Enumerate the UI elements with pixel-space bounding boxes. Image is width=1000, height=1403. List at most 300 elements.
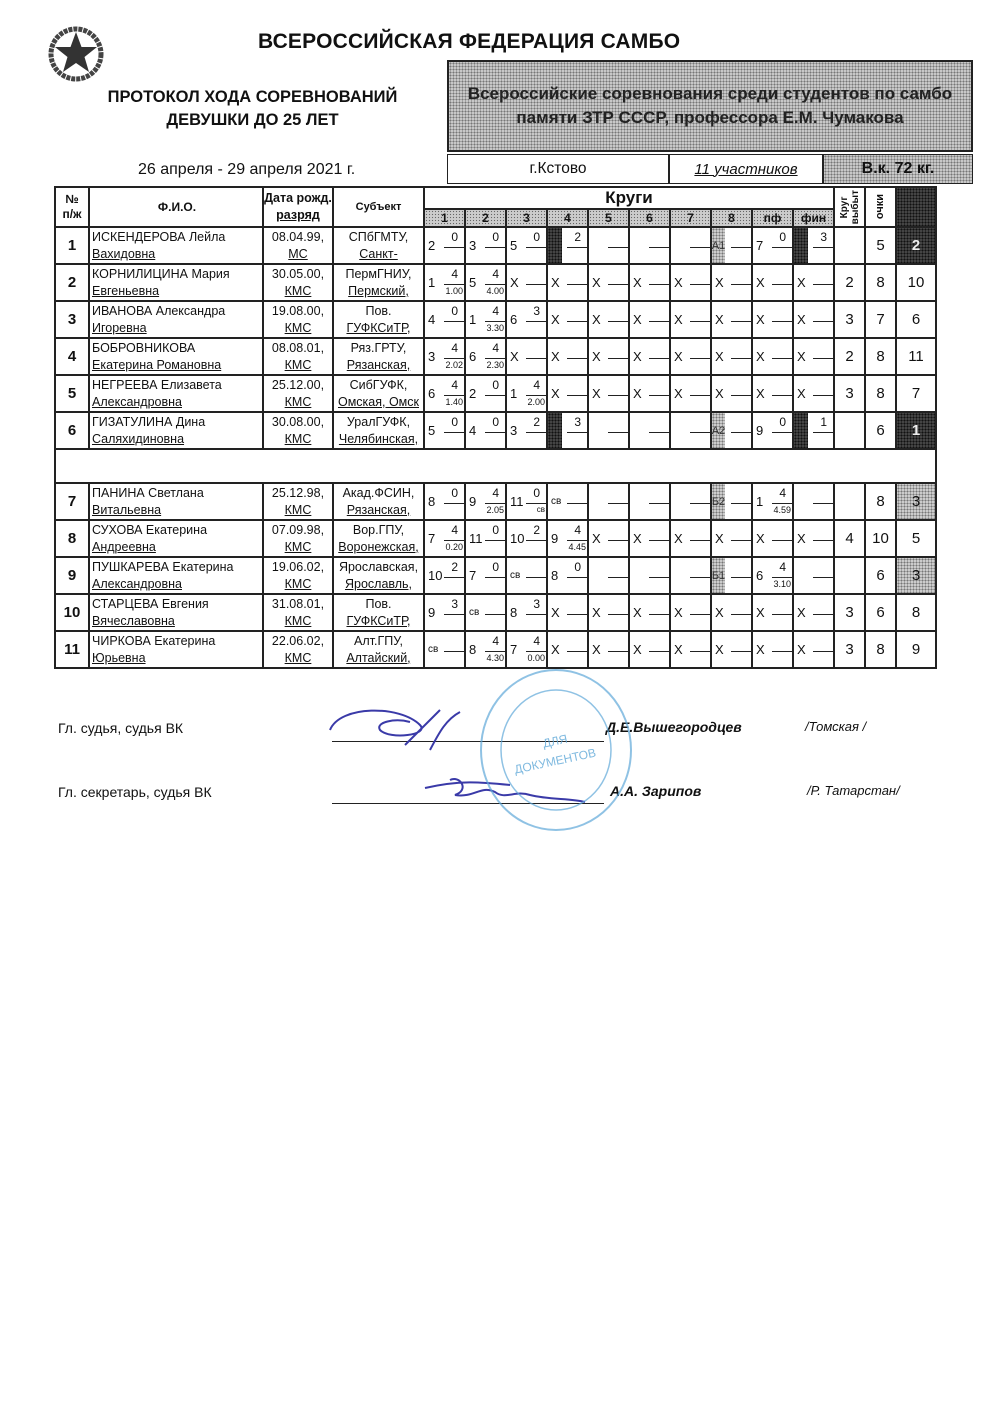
- subject-line1: ПермГНИУ,: [345, 266, 412, 281]
- opponent-number: X: [592, 605, 601, 620]
- round-out: 4: [834, 520, 865, 557]
- rank: МС: [288, 246, 308, 261]
- bout-cell: [711, 264, 752, 301]
- birthdate: 19.08.00,: [271, 303, 325, 318]
- round-out: 3: [834, 375, 865, 412]
- bout-divider: [649, 358, 669, 359]
- bout-divider: [731, 321, 751, 322]
- round-header: пф: [752, 209, 793, 227]
- final-place: 6: [896, 301, 936, 338]
- opponent-number: X: [633, 642, 642, 657]
- bout-divider: [813, 503, 833, 504]
- bout-divider: [731, 651, 751, 652]
- birthdate-rank: [263, 557, 333, 594]
- bout-cell: [752, 338, 793, 375]
- opponent-number: X: [756, 275, 765, 290]
- table-row: [55, 227, 936, 264]
- opponent-number: X: [674, 275, 683, 290]
- col-header-num: [55, 187, 89, 227]
- bout-divider: [813, 614, 833, 615]
- rank: КМС: [284, 320, 312, 335]
- opponent-number: X: [592, 642, 601, 657]
- opponent-number: X: [715, 386, 724, 401]
- rank: КМС: [284, 283, 312, 298]
- bout-divider: [526, 540, 546, 541]
- opponent-number: X: [756, 531, 765, 546]
- opponent-number: X: [674, 349, 683, 364]
- subject-line1: СибГУФК,: [349, 377, 408, 392]
- bout-divider: [526, 614, 546, 615]
- points: 6: [865, 594, 896, 631]
- participant-name: [89, 520, 263, 557]
- participant-name: [89, 227, 263, 264]
- bout-divider: [649, 651, 669, 652]
- opponent-number: 3: [428, 349, 436, 364]
- bout-divider: [485, 395, 505, 396]
- bout-divider: [690, 284, 710, 285]
- opponent-number: X: [551, 312, 560, 327]
- bout-cell: [793, 301, 834, 338]
- bout-divider: [772, 284, 792, 285]
- opponent-number: св: [428, 644, 439, 655]
- opponent-number: 1: [756, 494, 764, 509]
- bout-cell: [629, 227, 670, 264]
- patronymic: Юрьевна: [92, 650, 146, 665]
- bout-divider: [444, 247, 464, 248]
- opponent-number: X: [715, 349, 724, 364]
- bout-divider: [526, 432, 546, 433]
- participants-count: 11 участников: [669, 154, 823, 184]
- star-emblem-icon: [48, 26, 104, 82]
- bout-time: 1.40: [445, 397, 463, 407]
- col-header-round-out: [834, 187, 865, 227]
- bout-cell: [711, 594, 752, 631]
- opponent-number: св: [510, 570, 521, 581]
- bout-cell: [465, 375, 506, 412]
- rank: КМС: [284, 576, 312, 591]
- col-header-dob-line2: разряд: [276, 208, 320, 222]
- patronymic: Александровна: [92, 576, 182, 591]
- opponent-number: X: [756, 349, 765, 364]
- bout-divider: [567, 321, 587, 322]
- round-header: 5: [588, 209, 629, 227]
- subject-line2: Пермский,: [348, 283, 409, 298]
- participant-number: 6: [55, 412, 89, 449]
- subject: [333, 375, 424, 412]
- birthdate: 25.12.98,: [271, 485, 325, 500]
- bout-cell: [506, 594, 547, 631]
- rank: КМС: [284, 502, 312, 517]
- bout-cell: [506, 520, 547, 557]
- bout-cell: [752, 520, 793, 557]
- bout-divider: [690, 651, 710, 652]
- bout-divider: [608, 321, 628, 322]
- bout-score: 0: [451, 415, 458, 429]
- category-heading: ДЕВУШКИ ДО 25 ЛЕТ: [166, 111, 339, 129]
- bout-cell: [752, 301, 793, 338]
- opponent-number: 7: [756, 238, 764, 253]
- opponent-number: X: [715, 312, 724, 327]
- opponent-number: 8: [469, 642, 477, 657]
- opponent-number: 7: [469, 568, 477, 583]
- bout-divider: [485, 503, 505, 504]
- bout-cell: [547, 594, 588, 631]
- bout-cell: [670, 264, 711, 301]
- opponent-number: X: [797, 275, 806, 290]
- surname: ИСКЕНДЕРОВА Лейла: [92, 229, 226, 244]
- subject-line2: ГУФКСиТР,: [346, 320, 411, 335]
- bout-divider: [649, 247, 669, 248]
- bout-divider: [485, 432, 505, 433]
- bout-cell: [629, 412, 670, 449]
- points: 6: [865, 412, 896, 449]
- bout-cell: [670, 227, 711, 264]
- bout-divider: [813, 247, 833, 248]
- opponent-number: X: [797, 605, 806, 620]
- birthdate-rank: [263, 375, 333, 412]
- bout-divider: [567, 284, 587, 285]
- bout-cell: [424, 338, 465, 375]
- bout-cell: [670, 338, 711, 375]
- bout-score: 0: [533, 230, 540, 244]
- bout-score: 0: [492, 378, 499, 392]
- bout-cell: [670, 520, 711, 557]
- bout-score: 0: [451, 304, 458, 318]
- subject: [333, 594, 424, 631]
- bout-cell: [465, 227, 506, 264]
- chief-judge-label: Гл. судья, судья ВК: [58, 720, 184, 736]
- opponent-number: св: [551, 496, 562, 507]
- bout-divider: [567, 432, 587, 433]
- table-row: [55, 483, 936, 520]
- bout-score: 2: [451, 560, 458, 574]
- bout-score: 4: [492, 341, 499, 355]
- bout-shade: [794, 413, 808, 448]
- bout-divider: [444, 284, 464, 285]
- opponent-number: 9: [756, 423, 764, 438]
- bout-shade: [548, 413, 562, 448]
- bout-cell: [629, 594, 670, 631]
- bout-divider: [731, 503, 751, 504]
- bout-cell: [588, 483, 629, 520]
- bout-divider: [772, 540, 792, 541]
- bout-cell: [711, 557, 752, 594]
- bout-divider: [444, 432, 464, 433]
- group-separator-cell: [55, 449, 936, 483]
- bout-time: 2.30: [486, 360, 504, 370]
- bout-cell: [424, 483, 465, 520]
- bout-cell: [670, 375, 711, 412]
- bout-divider: [526, 503, 546, 504]
- bout-cell: [465, 338, 506, 375]
- bout-cell: [588, 338, 629, 375]
- birthdate: 08.08.01,: [271, 340, 325, 355]
- patronymic: Вахидовна: [92, 246, 156, 261]
- bout-divider: [813, 395, 833, 396]
- surname: КОРНИЛИЦИНА Мария: [92, 266, 230, 281]
- bout-divider: [649, 577, 669, 578]
- bout-cell: [711, 301, 752, 338]
- bout-cell: [465, 557, 506, 594]
- bout-divider: [567, 358, 587, 359]
- round-out: 2: [834, 264, 865, 301]
- surname: ПУШКАРЕВА Екатерина: [92, 559, 234, 574]
- opponent-number: 11: [469, 531, 483, 546]
- opponent-number: 7: [428, 531, 436, 546]
- bout-score: 3: [574, 415, 581, 429]
- final-place: 7: [896, 375, 936, 412]
- birthdate-rank: [263, 483, 333, 520]
- subject-line2: Рязанская,: [346, 502, 411, 517]
- opponent-number: X: [633, 312, 642, 327]
- bout-cell: [670, 301, 711, 338]
- bout-divider: [731, 432, 751, 433]
- participant-number: 7: [55, 483, 89, 520]
- birthdate: 07.09.98,: [271, 522, 325, 537]
- bout-score: 0: [779, 415, 786, 429]
- table-row: [55, 631, 936, 668]
- bout-divider: [485, 284, 505, 285]
- bout-divider: [731, 614, 751, 615]
- birthdate-rank: [263, 227, 333, 264]
- subject: [333, 338, 424, 375]
- surname: ГИЗАТУЛИНА Дина: [92, 414, 206, 429]
- round-header: 8: [711, 209, 752, 227]
- bout-cell: [547, 520, 588, 557]
- bout-divider: [608, 540, 628, 541]
- bout-cell: [629, 264, 670, 301]
- bout-cell: [465, 301, 506, 338]
- federation-title: ВСЕРОССИЙСКАЯ ФЕДЕРАЦИЯ САМБО: [258, 30, 681, 53]
- bout-divider: [813, 577, 833, 578]
- bout-cell: [588, 375, 629, 412]
- bout-cell: [752, 631, 793, 668]
- bout-score: 0: [533, 486, 540, 500]
- pool-label: А1: [712, 228, 725, 263]
- opponent-number: X: [510, 275, 519, 290]
- subject-line2: Рязанская,: [346, 357, 411, 372]
- bout-time: св: [536, 505, 545, 514]
- event-title-line1: Всероссийские соревнования среди студентов по самбо: [467, 84, 953, 103]
- bout-divider: [608, 395, 628, 396]
- bout-score: 3: [533, 304, 540, 318]
- bout-cell: [629, 301, 670, 338]
- points: 6: [865, 557, 896, 594]
- bout-divider: [567, 614, 587, 615]
- bout-score: 0: [492, 523, 499, 537]
- bout-score: 2: [533, 523, 540, 537]
- final-place: 11: [896, 338, 936, 375]
- round-out: 3: [834, 301, 865, 338]
- bout-cell: [547, 338, 588, 375]
- round-header: 4: [547, 209, 588, 227]
- bout-divider: [772, 395, 792, 396]
- bout-score: 0: [574, 560, 581, 574]
- surname: БОБРОВНИКОВА: [92, 340, 196, 355]
- participant-number: 9: [55, 557, 89, 594]
- event-title-box: [447, 60, 973, 152]
- opponent-number: X: [756, 386, 765, 401]
- bout-divider: [608, 358, 628, 359]
- round-header: 2: [465, 209, 506, 227]
- col-header-round-out-line2: выбыт: [849, 189, 861, 225]
- opponent-number: 4: [469, 423, 477, 438]
- bout-divider: [649, 540, 669, 541]
- bout-cell: [752, 594, 793, 631]
- pool-label: Б2: [712, 484, 725, 519]
- bout-score: 4: [492, 634, 499, 648]
- points: 8: [865, 375, 896, 412]
- opponent-number: 9: [469, 494, 477, 509]
- bout-cell: [711, 631, 752, 668]
- rank: КМС: [284, 357, 312, 372]
- birthdate-rank: [263, 412, 333, 449]
- bout-divider: [813, 284, 833, 285]
- bout-divider: [608, 247, 628, 248]
- bout-cell: [752, 412, 793, 449]
- bout-divider: [567, 651, 587, 652]
- opponent-number: X: [674, 605, 683, 620]
- rank: КМС: [284, 394, 312, 409]
- round-header: 7: [670, 209, 711, 227]
- bout-divider: [772, 432, 792, 433]
- bout-cell: [752, 557, 793, 594]
- opponent-number: X: [551, 605, 560, 620]
- opponent-number: X: [797, 386, 806, 401]
- rank: КМС: [284, 613, 312, 628]
- bout-cell: [424, 631, 465, 668]
- surname: СТАРЦЕВА Евгения: [92, 596, 209, 611]
- subject: [333, 520, 424, 557]
- subject-line2: Воронежская,: [338, 539, 419, 554]
- bout-cell: [752, 227, 793, 264]
- final-place: 1: [896, 412, 936, 449]
- participant-number: 10: [55, 594, 89, 631]
- subject: [333, 631, 424, 668]
- opponent-number: X: [592, 349, 601, 364]
- subject-line1: СПбГМТУ,: [348, 229, 409, 244]
- bout-cell: [670, 412, 711, 449]
- subject-line1: Пов.: [365, 596, 392, 611]
- bout-score: 4: [451, 341, 458, 355]
- points: 7: [865, 301, 896, 338]
- bout-divider: [772, 614, 792, 615]
- protocol-heading: ПРОТОКОЛ ХОДА СОРЕВНОВАНИЙ: [107, 88, 398, 106]
- participant-name: [89, 594, 263, 631]
- bout-cell: [506, 264, 547, 301]
- subject-line2: ГУФКСиТР,: [346, 613, 411, 628]
- bout-divider: [526, 577, 546, 578]
- bout-cell: [424, 375, 465, 412]
- bout-time: 4.45: [568, 542, 586, 552]
- bout-divider: [690, 614, 710, 615]
- round-header: 3: [506, 209, 547, 227]
- weight-category: В.к. 72 кг.: [823, 154, 973, 184]
- bout-cell: [670, 483, 711, 520]
- bout-divider: [444, 395, 464, 396]
- bout-cell: [793, 338, 834, 375]
- table-row: [55, 264, 936, 301]
- city: г.Кстово: [447, 154, 669, 184]
- bout-divider: [444, 577, 464, 578]
- final-place: 10: [896, 264, 936, 301]
- bout-divider: [813, 540, 833, 541]
- round-header: 6: [629, 209, 670, 227]
- bout-cell: [547, 301, 588, 338]
- bout-divider: [731, 395, 751, 396]
- opponent-number: X: [715, 531, 724, 546]
- bout-cell: [629, 375, 670, 412]
- opponent-number: X: [715, 605, 724, 620]
- birthdate: 30.05.00,: [271, 266, 325, 281]
- surname: ЧИРКОВА Екатерина: [92, 633, 216, 648]
- bout-cell: [588, 301, 629, 338]
- bout-divider: [485, 577, 505, 578]
- bout-cell: [588, 594, 629, 631]
- opponent-number: X: [756, 312, 765, 327]
- bout-score: 4: [574, 523, 581, 537]
- opponent-number: 2: [428, 238, 436, 253]
- bout-divider: [649, 284, 669, 285]
- participant-name: [89, 375, 263, 412]
- table-row: [55, 375, 936, 412]
- bout-score: 0: [492, 560, 499, 574]
- bout-divider: [649, 503, 669, 504]
- bout-score: 0: [451, 230, 458, 244]
- subject: [333, 227, 424, 264]
- bout-cell: [506, 483, 547, 520]
- opponent-number: X: [592, 531, 601, 546]
- table-row: [55, 520, 936, 557]
- bout-divider: [485, 358, 505, 359]
- bout-cell: [711, 412, 752, 449]
- bout-cell: [506, 412, 547, 449]
- subject-line1: Ряз.ГРТУ,: [350, 340, 407, 355]
- col-header-round-out-line1: Круг: [838, 196, 850, 218]
- opponent-number: 10: [428, 568, 443, 583]
- birthdate: 31.08.01,: [271, 596, 325, 611]
- participant-number: 2: [55, 264, 89, 301]
- opponent-number: 7: [510, 642, 518, 657]
- patronymic: Вячеславовна: [92, 613, 175, 628]
- bout-score: 4: [779, 486, 786, 500]
- bout-cell: [793, 375, 834, 412]
- opponent-number: 5: [428, 423, 436, 438]
- bout-divider: [608, 577, 628, 578]
- bout-cell: [547, 375, 588, 412]
- participant-name: [89, 483, 263, 520]
- bout-cell: [465, 594, 506, 631]
- bout-divider: [690, 358, 710, 359]
- final-place: 2: [896, 227, 936, 264]
- bout-divider: [813, 432, 833, 433]
- bout-divider: [526, 247, 546, 248]
- bout-score: 0: [451, 486, 458, 500]
- bout-divider: [444, 503, 464, 504]
- patronymic: Саляхидиновна: [92, 431, 185, 446]
- bout-score: 4: [492, 486, 499, 500]
- participant-number: 1: [55, 227, 89, 264]
- bout-divider: [813, 321, 833, 322]
- bout-divider: [690, 503, 710, 504]
- bout-cell: [629, 557, 670, 594]
- opponent-number: X: [633, 275, 642, 290]
- bout-score: 2: [533, 415, 540, 429]
- bout-divider: [813, 651, 833, 652]
- opponent-number: 6: [756, 568, 764, 583]
- bout-cell: [588, 557, 629, 594]
- round-out: 3: [834, 631, 865, 668]
